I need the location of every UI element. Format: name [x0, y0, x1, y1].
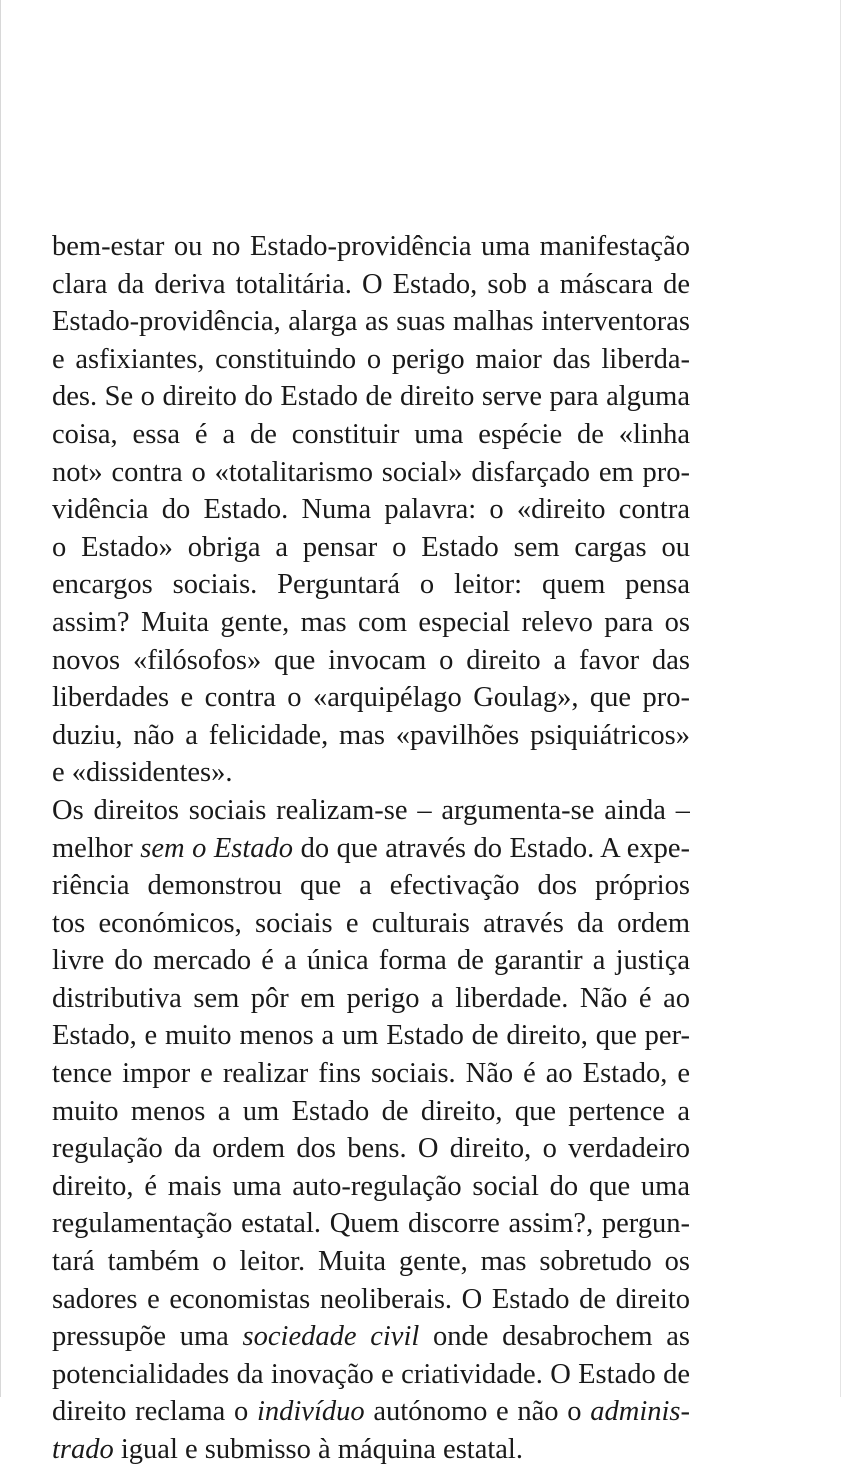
text-line	[52, 266, 690, 304]
text-segment: direito reclama o	[52, 1396, 257, 1428]
text-line	[52, 867, 690, 905]
text-segment: onde desabrochem as	[419, 1321, 690, 1353]
text-segment: not» contra o «totalitarismo social» disfarçado em pro-	[52, 456, 690, 488]
text-segment: muito menos a um Estado de direito, que pertence a	[52, 1095, 690, 1127]
text-segment: tará também o leitor. Muita gente, mas sobretudo os	[52, 1246, 690, 1278]
text-line	[52, 228, 690, 266]
text-line	[52, 1168, 690, 1206]
text-segment: regulamentação estatal. Quem discorre assim?, pergun-	[52, 1208, 690, 1240]
text-line	[52, 942, 690, 980]
text-segment: encargos sociais. Perguntará o leitor: quem pensa	[52, 569, 690, 601]
text-line	[52, 491, 690, 529]
text-line	[52, 604, 690, 642]
text-line	[52, 717, 690, 755]
text-line	[52, 905, 690, 943]
text-segment: potencialidades da inovação e criatividade. O Estado de	[52, 1358, 690, 1390]
text-line	[52, 1318, 690, 1356]
text-segment: livre do mercado é a única forma de garantir a justiça	[52, 945, 690, 977]
text-line	[52, 1093, 690, 1131]
text-line	[52, 1205, 690, 1243]
text-segment: tence impor e realizar fins sociais. Não é ao Estado, e	[52, 1058, 690, 1090]
italic-text: sem o Estado	[140, 832, 294, 864]
text-segment: do que através do Estado. A expe-	[293, 832, 690, 864]
text-segment: melhor	[52, 832, 141, 864]
text-line	[52, 1017, 690, 1055]
text-line	[52, 1393, 690, 1431]
text-segment: regulação da ordem dos bens. O direito, o verdadeiro	[52, 1133, 690, 1165]
text-segment: duziu, não a felicidade, mas «pavilhões psiquiátricos»	[52, 719, 690, 751]
text-line	[52, 830, 690, 868]
text-segment: novos «filósofos» que invocam o direito a favor das	[52, 644, 690, 676]
text-segment: igual e submisso à máquina estatal.	[113, 1434, 523, 1465]
text-line	[52, 341, 690, 379]
text-segment: Estado, e muito menos a um Estado de direito, que per-	[52, 1020, 690, 1052]
text-line	[52, 980, 690, 1018]
text-line	[52, 1243, 690, 1281]
text-segment: vidência do Estado. Numa palavra: o «direito contra	[52, 494, 690, 526]
text-line	[52, 1281, 690, 1319]
italic-text: sociedade civil	[242, 1321, 420, 1353]
text-segment: distributiva sem pôr em perigo a liberdade. Não é ao	[52, 982, 690, 1014]
text-line	[52, 642, 690, 680]
italic-text: adminis-	[590, 1396, 690, 1428]
text-segment: pressupõe uma	[52, 1321, 243, 1353]
text-segment: Os direitos sociais realizam-se – argumenta-se ainda –	[52, 794, 690, 826]
text-line	[52, 1356, 690, 1394]
text-line	[52, 303, 690, 341]
text-segment: e asfixiantes, constituindo o perigo maior das liberda-	[52, 343, 690, 375]
text-line	[52, 416, 690, 454]
text-segment: direito, é mais uma auto-regulação social do que uma	[52, 1170, 690, 1202]
text-segment: coisa, essa é a de constituir uma espécie de «linha	[52, 418, 690, 450]
text-line	[52, 1431, 690, 1469]
text-segment: e «dissidentes».	[52, 757, 233, 789]
text-segment: autónomo e não o	[364, 1396, 591, 1428]
text-line	[52, 792, 690, 830]
text-segment: liberdades e contra o «arquipélago Goulag», que pro-	[52, 682, 690, 714]
text-line	[52, 679, 690, 717]
text-segment: assim? Muita gente, mas com especial relevo para os	[52, 606, 690, 638]
text-segment: Estado-providência, alarga as suas malhas interventoras	[52, 306, 690, 338]
italic-text: trado	[52, 1434, 114, 1465]
text-segment: riência demonstrou que a efectivação dos próprios	[52, 870, 690, 902]
text-line	[52, 454, 690, 492]
text-segment: sadores e economistas neoliberais. O Estado de direito	[52, 1283, 690, 1315]
text-segment: clara da deriva totalitária. O Estado, sob a máscara de	[52, 268, 690, 300]
text-segment: bem-estar ou no Estado-providência uma manifestação	[52, 231, 690, 262]
text-line	[52, 754, 690, 792]
text-segment: tos económicos, sociais e culturais através da ordem	[52, 907, 690, 939]
text-line	[52, 378, 690, 416]
text-segment: des. Se o direito do Estado de direito serve para alguma	[52, 381, 690, 413]
text-segment: o Estado» obriga a pensar o Estado sem cargas ou	[52, 531, 690, 563]
body-text	[52, 228, 690, 1469]
text-line	[52, 1055, 690, 1093]
italic-text: indivíduo	[256, 1396, 365, 1428]
text-line	[52, 529, 690, 567]
text-line	[52, 1130, 690, 1168]
text-line	[52, 566, 690, 604]
